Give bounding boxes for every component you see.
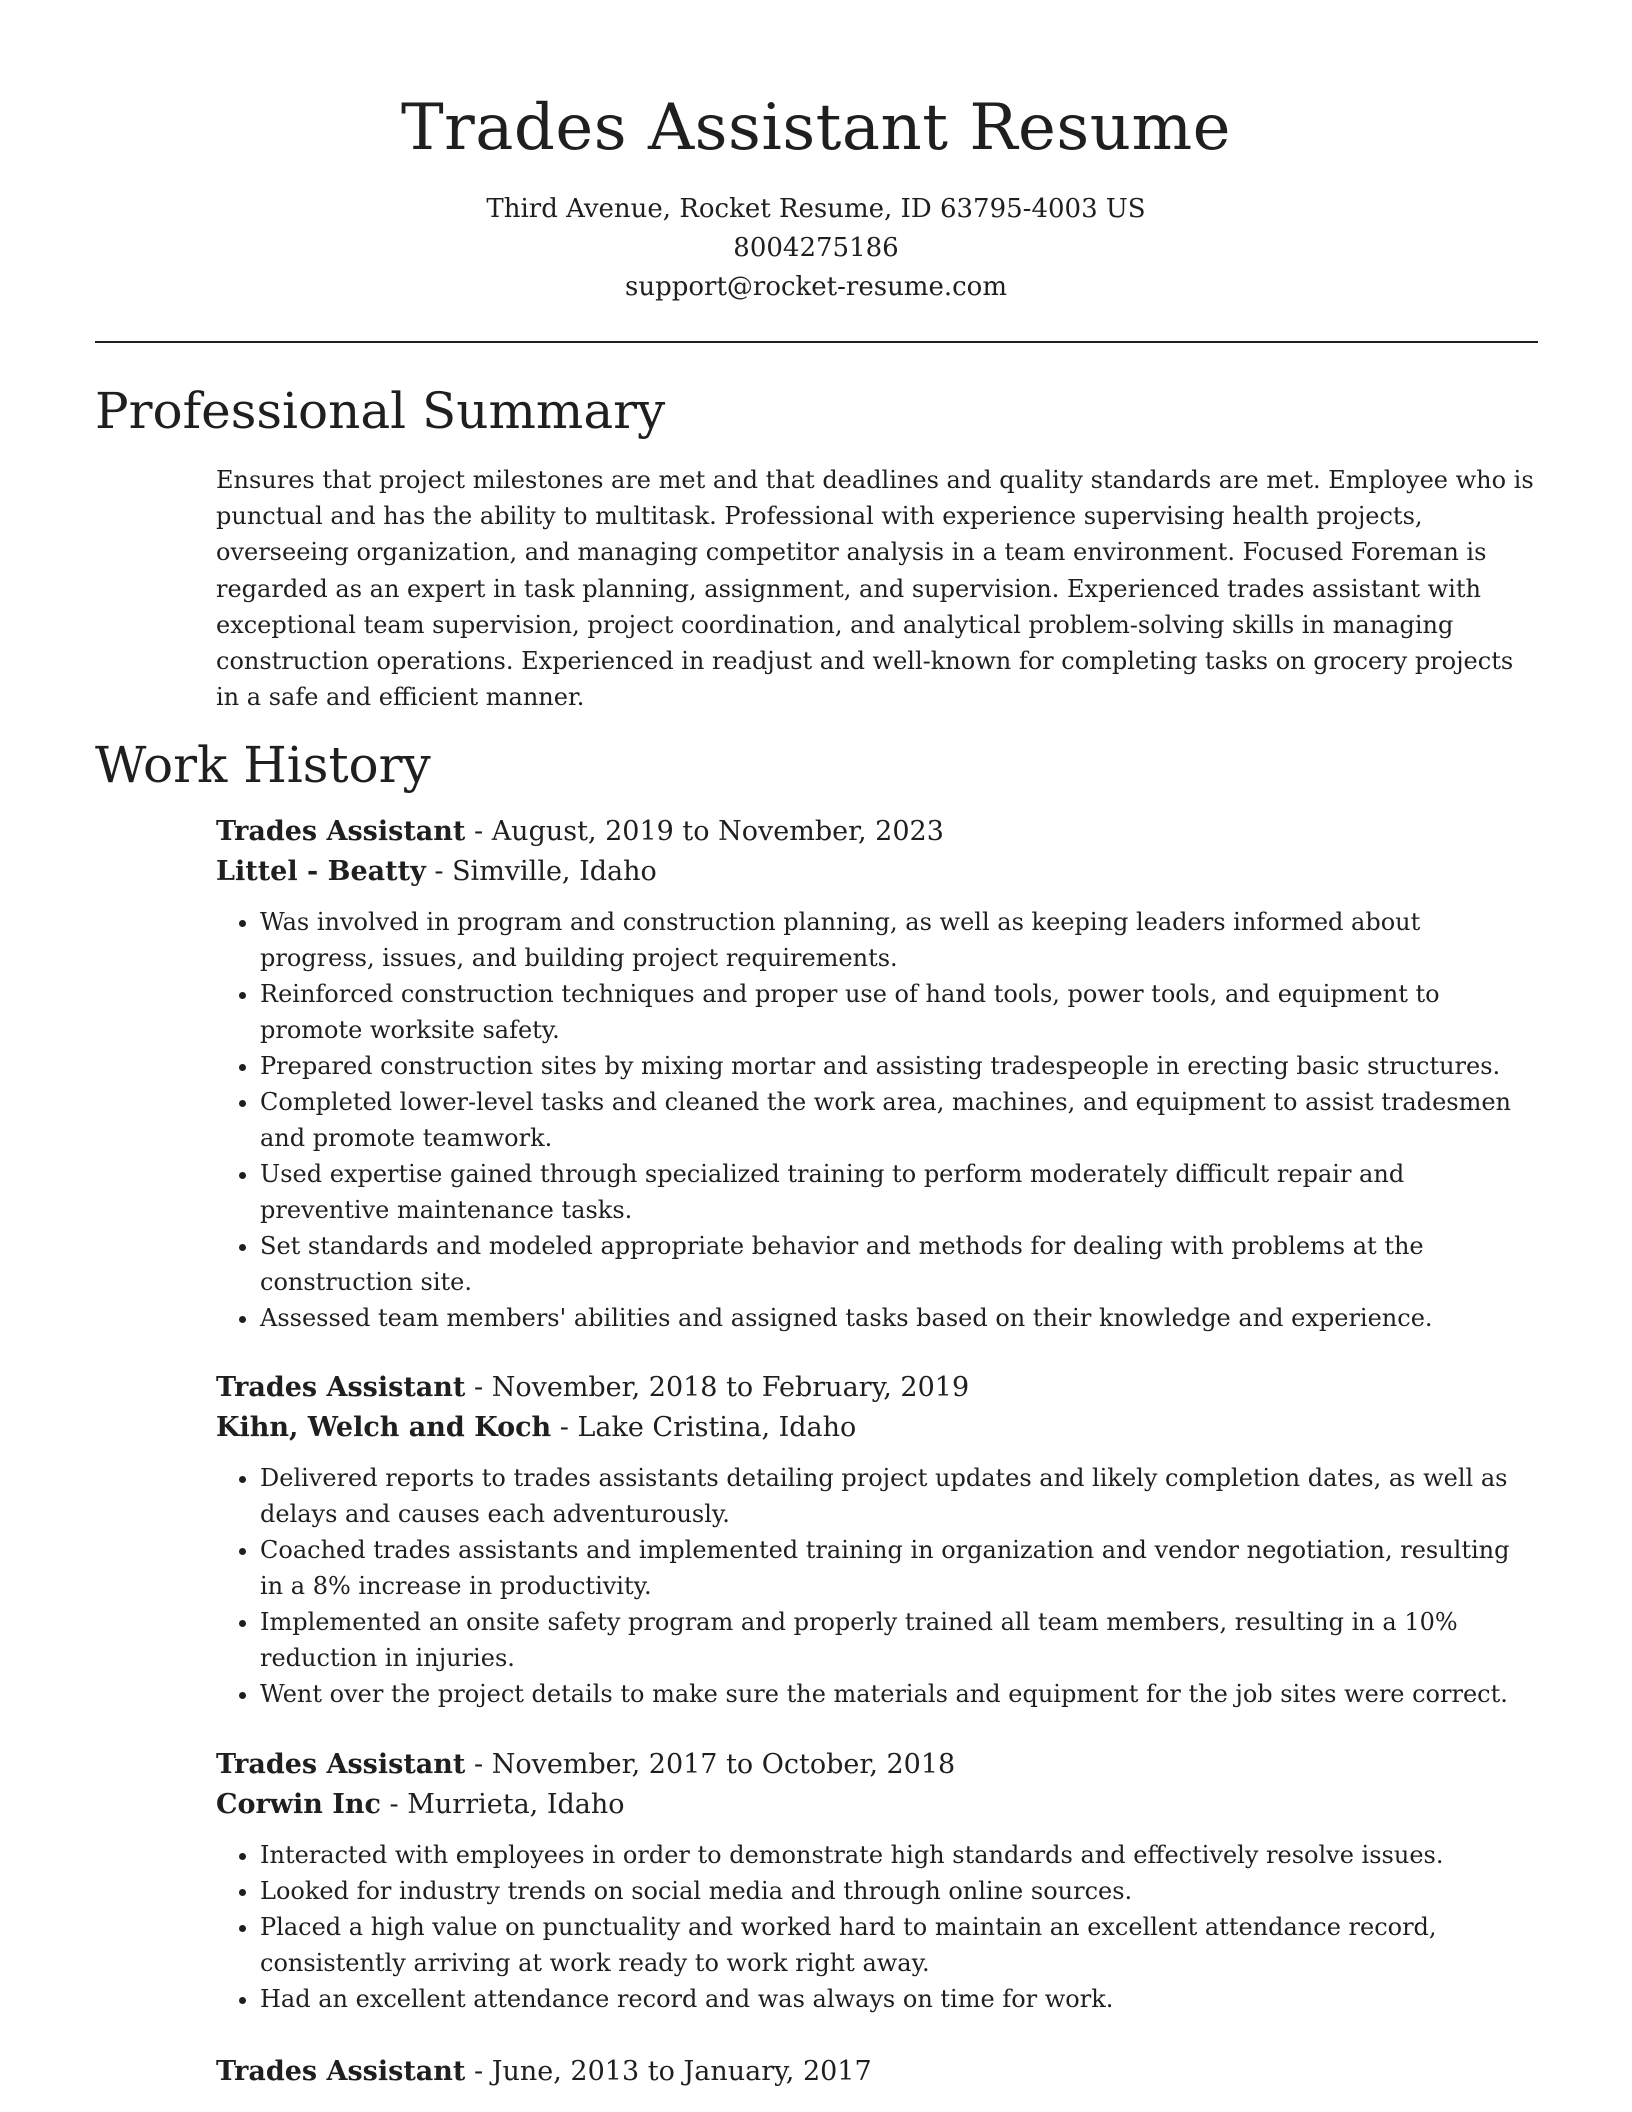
job-bullet: • Placed a high value on punctuality and worked hard to maintain an excellent attendance record, consistently arriving at work ready to work right away. — [260, 1909, 1536, 1981]
contact-address: Third Avenue, Rocket Resume, ID 63795-4003 US — [486, 194, 1146, 224]
job-title-line — [216, 2052, 1536, 2092]
separator: - — [425, 856, 453, 887]
job-title-line — [216, 1368, 1536, 1408]
job-bullet: • Completed lower-level tasks and cleaned the work area, machines, and equipment to assist tradesmen and promote teamwork. — [260, 1084, 1536, 1156]
separator: - — [551, 1412, 578, 1443]
contact-block — [0, 190, 1632, 307]
job-dates: August, 2019 to November, 2023 — [491, 816, 944, 847]
job-bullet: • Interacted with employees in order to demonstrate high standards and effectively resolve issues. — [260, 1837, 1536, 1873]
job-bullet: • Assessed team members' abilities and assigned tasks based on their knowledge and experience. — [260, 1300, 1536, 1336]
work-history-heading: Work History — [95, 736, 431, 794]
separator: - — [465, 1749, 492, 1780]
job-location: Simville, Idaho — [452, 856, 657, 887]
job-employer: Littel - Beatty — [216, 856, 426, 887]
job-entry — [216, 812, 1536, 1336]
job-bullet: • Was involved in program and construction planning, as well as keeping leaders informed about progress, issues, and building project requirements. — [260, 904, 1536, 976]
job-bullet: • Prepared construction sites by mixing mortar and assisting tradespeople in erecting basic structures. — [260, 1048, 1536, 1084]
job-employer-line — [216, 852, 1536, 892]
separator: - — [465, 2056, 492, 2087]
contact-email: support@rocket-resume.com — [624, 272, 1007, 302]
job-dates: November, 2018 to February, 2019 — [491, 1372, 970, 1403]
job-bullet: • Used expertise gained through specialized training to perform moderately difficult repair and preventive maintenance tasks. — [260, 1156, 1536, 1228]
job-employer-line — [216, 1408, 1536, 1448]
job-location: Lake Cristina, Idaho — [577, 1412, 857, 1443]
job-bullets — [216, 1837, 1536, 2017]
job-location: Murrieta, Idaho — [407, 1789, 625, 1820]
job-dates: June, 2013 to January, 2017 — [491, 2056, 872, 2087]
separator: - — [465, 1372, 492, 1403]
job-bullet: • Delivered reports to trades assistants detailing project updates and likely completion dates, as well as delays and causes each adventurously. — [260, 1460, 1536, 1532]
job-dates: November, 2017 to October, 2018 — [491, 1749, 956, 1780]
job-bullet: • Coached trades assistants and implemented training in organization and vendor negotiation, resulting in a 8% increase in productivity. — [260, 1532, 1536, 1604]
job-bullet: • Reinforced construction techniques and proper use of hand tools, power tools, and equipment to promote worksite safety. — [260, 976, 1536, 1048]
job-title-line — [216, 1745, 1536, 1785]
summary-heading: Professional Summary — [95, 382, 666, 440]
job-title: Trades Assistant — [216, 1749, 466, 1780]
separator: - — [380, 1789, 408, 1820]
job-bullet: • Set standards and modeled appropriate behavior and methods for dealing with problems at the construction site. — [260, 1228, 1536, 1300]
job-employer: Corwin Inc — [216, 1789, 381, 1820]
job-title: Trades Assistant — [216, 816, 466, 847]
job-bullet: • Went over the project details to make sure the materials and equipment for the job sites were correct. — [260, 1676, 1536, 1712]
job-title: Trades Assistant — [216, 1372, 466, 1403]
job-bullet: • Had an excellent attendance record and was always on time for work. — [260, 1981, 1536, 2017]
job-bullet: • Implemented an onsite safety program and properly trained all team members, resulting in a 10% reduction in injuries. — [260, 1604, 1536, 1676]
job-bullet: • Looked for industry trends on social media and through online sources. — [260, 1873, 1536, 1909]
job-bullets — [216, 1460, 1536, 1712]
job-entry — [216, 1745, 1536, 2017]
job-title-line — [216, 812, 1536, 852]
job-entry — [216, 1368, 1536, 1712]
separator: - — [465, 816, 492, 847]
contact-phone: 8004275186 — [733, 233, 899, 263]
resume-title: Trades Assistant Resume — [400, 91, 1232, 165]
job-title: Trades Assistant — [216, 2056, 466, 2087]
job-bullets — [216, 904, 1536, 1336]
job-employer-line — [216, 1785, 1536, 1825]
summary-text: Ensures that project milestones are met and that deadlines and quality standards are met. Employee who is punctual and has the ability to multitask. Professional with experience supervising health projects, overseeing organization, and managing competitor analysis in a team environment. Focused Foreman is regarded as an expert in task planning, assignment, and supervision. Experienced trades assistant with exceptional team supervision, project coordination, and analytical problem-solving skills in managing construction operations. Experienced in readjust and well-known for completing tasks on grocery projects in a safe and efficient manner. — [216, 466, 1534, 712]
job-employer: Kihn, Welch and Koch — [216, 1412, 552, 1443]
resume-header — [0, 88, 1632, 307]
header-divider — [95, 341, 1538, 343]
job-entry — [216, 2052, 1536, 2092]
